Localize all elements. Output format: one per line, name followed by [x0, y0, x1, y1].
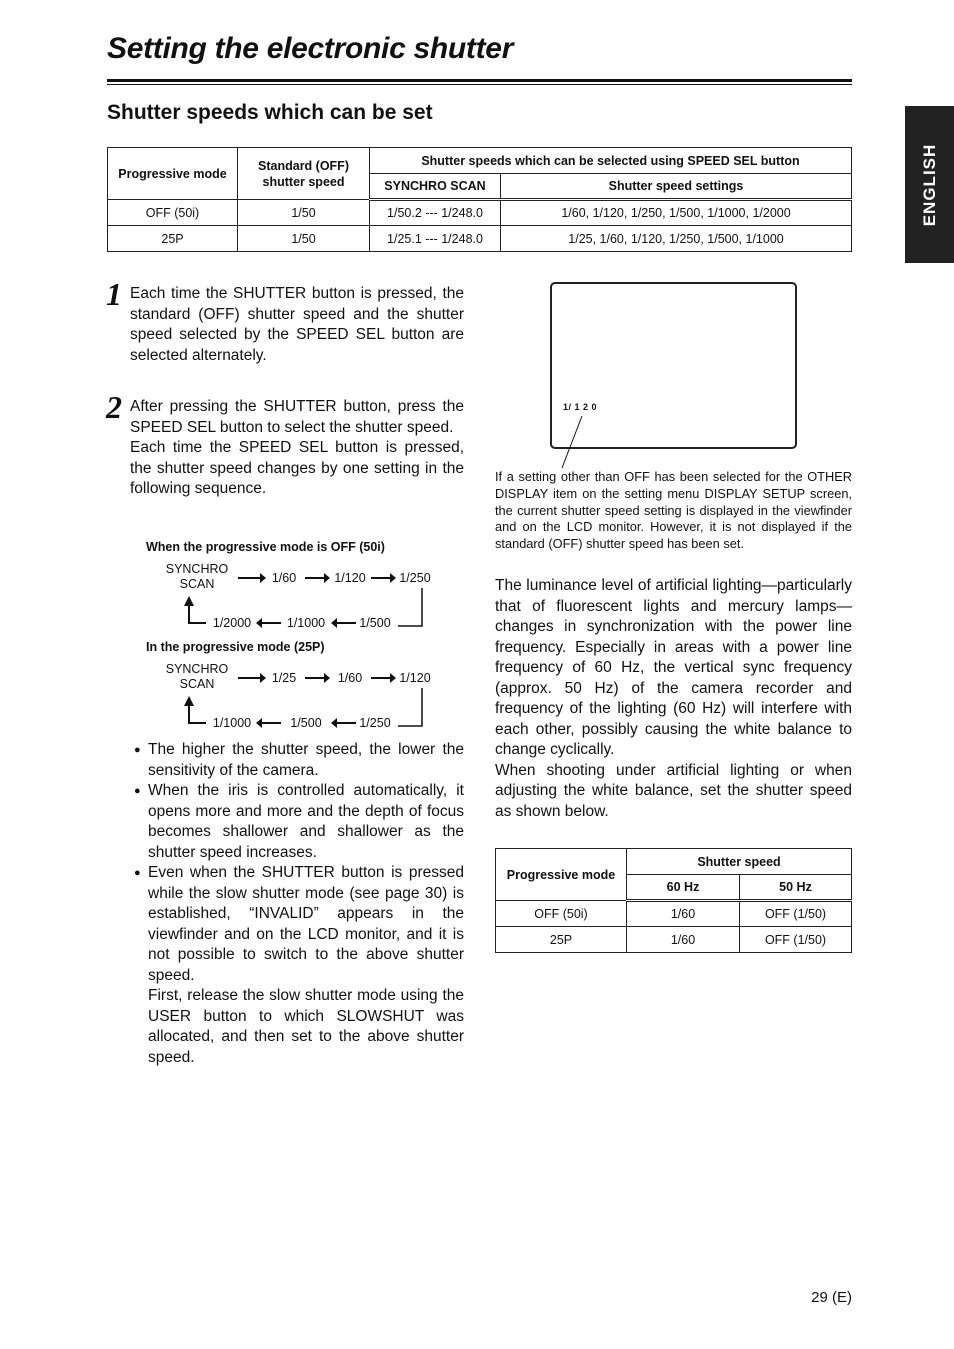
diagram1-bottom-2: 1/500: [359, 616, 391, 630]
luminance-text: [495, 576, 852, 822]
t1-cell: 1/60, 1/120, 1/250, 1/500, 1/1000, 1/2000: [501, 200, 852, 226]
section-heading: Shutter speeds which can be set: [107, 101, 433, 124]
diagram1-bottom-1: 1/1000: [286, 616, 326, 630]
title-rule-thick: [107, 79, 852, 82]
t2-cell: OFF (50i): [496, 901, 627, 927]
t1-header-standard: Standard (OFF) shutter speed: [238, 148, 370, 200]
diagram1-top-2: 1/250: [399, 571, 431, 585]
t2-cell: 1/60: [627, 901, 740, 927]
t1-cell: 1/50: [238, 200, 370, 226]
list-item: ● When the iris is controlled automatically, it opens more and more and the depth of focus becomes shallower and shallower as the shutter speed increases.: [134, 782, 464, 861]
t1-cell: OFF (50i): [108, 200, 238, 226]
diagram1-top-0: 1/60: [271, 571, 297, 585]
shutter-speed-readout: 1/ 1 2 0: [563, 402, 598, 412]
t2-cell: OFF (1/50): [740, 927, 852, 953]
step2-paragraph-2: Each time the SPEED SEL button is pressed, the shutter speed changes by one setting in the following sequence.: [130, 439, 464, 497]
list-item: ● Even when the SHUTTER button is pressed while the slow shutter mode (see page 30) is established, “INVALID” appears in the viewfinder and on the LCD monitor, and it is not possible to switch to the above shutter speed. First, release the slow shutter mode using the USER button to which SLOWSHUT was allocated, and then set to the above shutter speed.: [134, 863, 464, 1068]
step2-paragraph-1: After pressing the SHUTTER button, press the SPEED SEL button to select the shutter speed.: [130, 398, 464, 436]
t2-header-progressive: Progressive mode: [496, 849, 627, 901]
step-number-2: 2: [106, 389, 122, 425]
diagram1-start: SYNCHRO SCAN: [165, 562, 229, 591]
diagram2-heading: In the progressive mode (25P): [146, 640, 325, 654]
t1-cell: 1/50.2 --- 1/248.0: [370, 200, 501, 226]
diagram2-bottom-1: 1/500: [290, 716, 322, 730]
diagram2-start: SYNCHRO SCAN: [165, 662, 229, 691]
shutter-speed-table: [107, 147, 852, 252]
t1-cell: 25P: [108, 226, 238, 252]
t1-header-group: Shutter speeds which can be selected using SPEED SEL button: [370, 148, 852, 174]
t2-header-group: Shutter speed: [627, 849, 852, 875]
diagram1-bottom-0: 1/2000: [212, 616, 252, 630]
t1-cell: 1/50: [238, 226, 370, 252]
notes-list: [134, 740, 464, 1068]
artificial-lighting-table: [495, 848, 852, 953]
bullet-dot-icon: ●: [134, 785, 141, 797]
list-item: ● The higher the shutter speed, the lower the sensitivity of the camera.: [134, 741, 464, 779]
t2-cell: 1/60: [627, 927, 740, 953]
language-tab-label: ENGLISH: [919, 143, 939, 226]
luminance-paragraph-2: When shooting under artificial lighting or when adjusting the white balance, set the shutter speed as shown below.: [495, 761, 852, 820]
diagram2-bottom-0: 1/1000: [212, 716, 252, 730]
diagram1-heading: When the progressive mode is OFF (50i): [146, 540, 385, 554]
step1-text: Each time the SHUTTER button is pressed, the standard (OFF) shutter speed and the shutter speed selected by the SPEED SEL button are selected alternately.: [130, 285, 464, 364]
diagram2-top-1: 1/60: [337, 671, 363, 685]
t2-header-60hz: 60 Hz: [627, 875, 740, 901]
step-number-1: 1: [106, 276, 122, 312]
diagram2-arrows: [140, 660, 440, 735]
step2-text: [130, 397, 464, 500]
t1-header-settings: Shutter speed settings: [501, 174, 852, 200]
t1-cell: 1/25.1 --- 1/248.0: [370, 226, 501, 252]
page-number: 29 (E): [811, 1289, 852, 1306]
t2-header-50hz: 50 Hz: [740, 875, 852, 901]
diagram2-bottom-2: 1/250: [359, 716, 391, 730]
t2-cell: 25P: [496, 927, 627, 953]
bullet-dot-icon: ●: [134, 867, 141, 879]
diagram1-top-1: 1/120: [334, 571, 366, 585]
bullet3-extra: First, release the slow shutter mode using the USER button to which SLOWSHUT was allocated, and then set to the above shutter speed.: [148, 987, 464, 1066]
page-title: Setting the electronic shutter: [107, 32, 514, 65]
monitor-caption: If a setting other than OFF has been selected for the OTHER DISPLAY item on the setting menu DISPLAY SETUP screen, the current shutter speed setting is displayed in the viewfinder and on the LCD monitor. However, it is not displayed if the standard (OFF) shutter speed has been set.: [495, 469, 852, 552]
t1-header-progressive: Progressive mode: [108, 148, 238, 200]
callout-line: [555, 412, 595, 472]
t1-cell: 1/25, 1/60, 1/120, 1/250, 1/500, 1/1000: [501, 226, 852, 252]
title-rule-thin: [107, 84, 852, 85]
language-tab: [905, 106, 954, 263]
t1-header-synchro: SYNCHRO SCAN: [370, 174, 501, 200]
bullet-dot-icon: ●: [134, 744, 141, 756]
luminance-paragraph-1: The luminance level of artificial lighting—particularly that of fluorescent lights and mercury lamps—changes in synchronization with the power line frequency. Especially in areas with a power line frequency of 60 Hz, the vertical sync frequency (approx. 50 Hz) of the camera recorder and frequency of the lighting (60 Hz) will interfere with each other, possibly causing the white balance to change cyclically.: [495, 577, 852, 758]
diagram1-arrows: [140, 560, 440, 635]
t2-cell: OFF (1/50): [740, 901, 852, 927]
diagram2-top-0: 1/25: [271, 671, 297, 685]
diagram2-top-2: 1/120: [399, 671, 431, 685]
